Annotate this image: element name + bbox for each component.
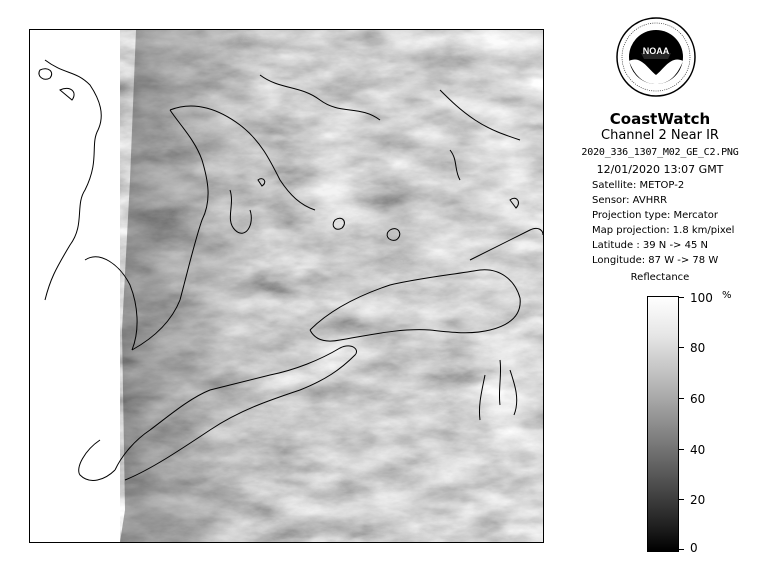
colorbar-label-20: 20 bbox=[690, 493, 706, 507]
legend-unit: % bbox=[722, 290, 732, 301]
satellite-image-map bbox=[29, 29, 544, 543]
colorbar-label-60: 60 bbox=[690, 392, 706, 406]
noaa-logo-text: NOAA bbox=[642, 46, 670, 56]
reflectance-colorbar bbox=[647, 296, 679, 552]
colorbar-tick bbox=[678, 499, 684, 500]
colorbar-label-40: 40 bbox=[690, 443, 706, 457]
channel-label: Channel 2 Near IR bbox=[601, 128, 719, 143]
colorbar-tick bbox=[678, 549, 684, 550]
colorbar-label-0: 0 bbox=[690, 541, 698, 555]
colorbar-label-80: 80 bbox=[690, 341, 706, 355]
colorbar-tick bbox=[678, 398, 684, 399]
legend-title: Reflectance bbox=[630, 272, 690, 283]
satellite-label: Satellite: METOP-2 bbox=[592, 180, 685, 191]
brand-title: CoastWatch bbox=[609, 110, 711, 128]
sensor-label: Sensor: AVHRR bbox=[592, 195, 668, 206]
colorbar-tick bbox=[678, 347, 684, 348]
map-projection-label: Map projection: 1.8 km/pixel bbox=[592, 225, 735, 236]
image-filename: 2020_336_1307_M02_GE_C2.PNG bbox=[581, 147, 739, 158]
projection-type-label: Projection type: Mercator bbox=[592, 210, 718, 221]
colorbar-label-100: 100 bbox=[690, 291, 713, 305]
colorbar-tick bbox=[678, 297, 684, 298]
satellite-imagery-svg bbox=[30, 30, 543, 542]
noaa-logo-icon bbox=[616, 17, 696, 97]
longitude-range-label: Longitude: 87 W -> 78 W bbox=[592, 255, 719, 266]
latitude-range-label: Latitude : 39 N -> 45 N bbox=[592, 240, 708, 251]
colorbar-tick bbox=[678, 449, 684, 450]
acquisition-datetime: 12/01/2020 13:07 GMT bbox=[596, 163, 724, 176]
